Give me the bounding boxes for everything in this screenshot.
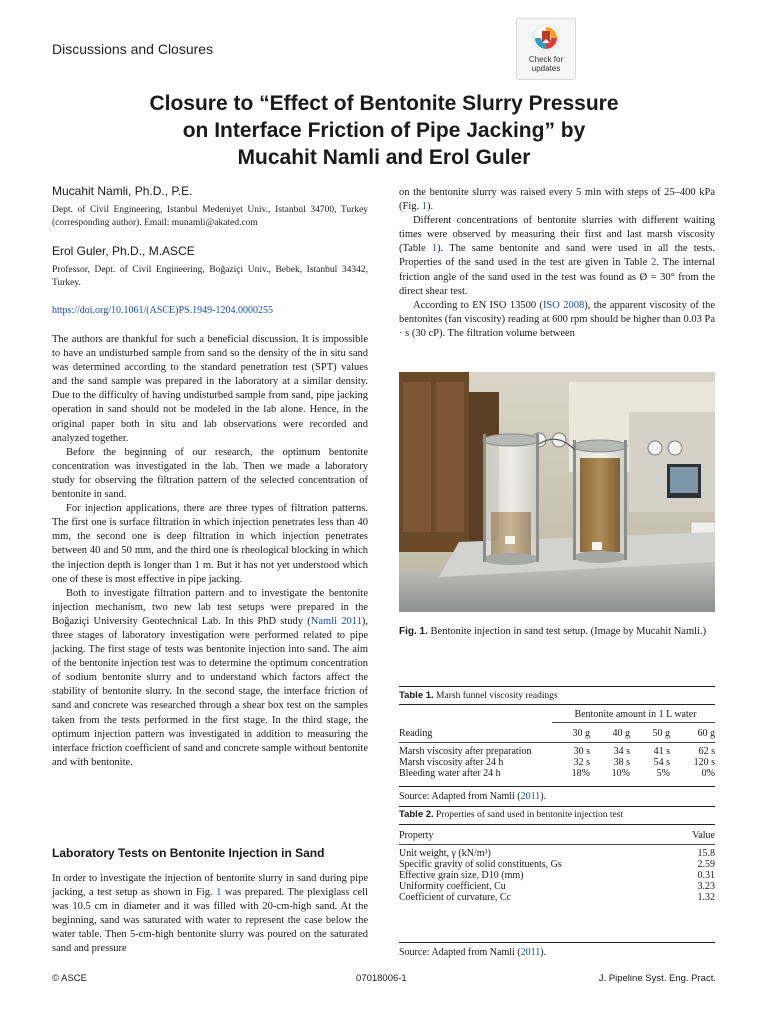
figure-1-photo (399, 372, 715, 612)
table-1-row-header: Reading (399, 728, 433, 740)
citation-link[interactable]: Namli 2011 (310, 615, 362, 627)
left-column (52, 184, 368, 770)
table-link[interactable]: 1 (431, 243, 438, 255)
table-cell: Unit weight, γ (kN/m³) (399, 847, 491, 859)
table-1-col-header: 40 g (612, 728, 630, 740)
table-cell: Uniformity coefficient, Cu (399, 880, 506, 892)
table-cell: Marsh viscosity after 24 h (399, 756, 504, 768)
title-line3: Mucahit Namli and Erol Guler (237, 146, 531, 169)
table-1-label: Table 1. (399, 690, 434, 701)
table-row (399, 892, 715, 903)
table-1-bottom-rule (399, 786, 715, 787)
table-cell: 38 s (613, 756, 630, 768)
section-heading: Laboratory Tests on Bentonite Injection in Sand (52, 846, 325, 860)
check-for-updates-icon (531, 23, 561, 53)
table-2-grid (399, 828, 715, 903)
figure-link[interactable]: 1 (421, 201, 428, 213)
citation-link[interactable]: 2011 (520, 947, 541, 958)
table-1-group-rule (552, 722, 715, 723)
table-1-col-header: 50 g (652, 728, 670, 740)
body-paragraph: In order to investigate the injection of bentonite slurry in sand during pipe jacking, a test setup as shown in Fig. 1 was prepared. The plexiglass cell was 10.5 cm in diameter and it was filled with 20-cm-high sand. At the beginning, sand was saturated with water to represent the case below the water table. Then 5-cm-high bentonite slurry was poured on the saturated sand and pressure (52, 873, 368, 955)
table-2-caption (399, 809, 715, 820)
section-label: Discussions and Closures (52, 41, 214, 57)
table-2-caption-text: Properties of sand used in bentonite injection test (436, 810, 624, 820)
table-row (399, 848, 715, 859)
body-paragraph: The authors are thankful for such a beneficial discussion. It is impossible to have an undisturbed sample from sand so the density of the in situ sand was determined according to the standard penetration test (SPT) values and the sand sample was prepared in the laboratory at a similar density. Due to the difficulty of having undisturbed sample from sand, pipe jacking operation in sand should not be modeled in the lab alone. Hence, in the original paper both in situ and lab observations were recorded and analyzed together. (52, 334, 368, 444)
table-2-rule (399, 824, 715, 825)
table-cell: 41 s (653, 745, 670, 757)
body-paragraph: According to EN ISO 13500 (ISO 2008), the apparent viscosity of the bentonites (fan viscosity) reading at 600 rpm should be higher than 0.03 Pa · s (30 cP). The filtration volume between (399, 299, 715, 339)
check-for-updates-badge[interactable] (516, 18, 576, 80)
left-column-bottom (52, 872, 368, 957)
figure-link[interactable]: 1 (216, 887, 222, 899)
citation-link[interactable]: 2011 (520, 791, 541, 802)
table-row (399, 746, 715, 757)
table-link[interactable]: 2 (651, 257, 657, 269)
footer-journal: J. Pipeline Syst. Eng. Pract. (598, 973, 716, 984)
author-affiliation: Professor, Dept. of Civil Engineering, Boğaziçi Univ., Bebek, Istanbul 34342, Turkey. (52, 265, 368, 288)
table-row (399, 859, 715, 870)
table-cell: Coefficient of curvature, Cc (399, 891, 511, 903)
table-1-group-header: Bentonite amount in 1 L water (574, 709, 697, 720)
body-paragraph: Different concentrations of bentonite slurries with different waiting times were observed by measuring their first and last marsh viscosity (Table 1). The same bentonite and sand were used in all the tests. Properties of the sand used in the test are given in Table 2. The internal friction angle of the sand used in the test was found as Ø = 30° from the direct shear test. (399, 215, 715, 297)
table-cell: 10% (611, 767, 630, 779)
table-2 (399, 828, 715, 903)
body-paragraph: on the bentonite slurry was raised every 5 min with steps of 25–400 kPa (Fig. 1). (399, 187, 715, 213)
table-1-caption-text: Marsh funnel viscosity readings (436, 691, 558, 701)
table-2-top-rule (399, 806, 715, 807)
table-row (399, 881, 715, 892)
table-cell: Effective grain size, D10 (mm) (399, 869, 524, 881)
table-cell: 3.23 (697, 880, 715, 892)
table-cell: 54 s (653, 756, 670, 768)
doi-link[interactable]: https://doi.org/10.1061/(ASCE)PS.1949-1204.0000255 (52, 305, 273, 316)
table-row (399, 870, 715, 881)
table-cell: 2.59 (697, 858, 715, 870)
figure-caption (399, 625, 715, 639)
table-cell: 5% (656, 767, 670, 779)
table-cell: 120 s (693, 756, 715, 768)
figure-label: Fig. 1. (399, 626, 428, 637)
table-cell: Specific gravity of solid constituents, Gs (399, 858, 562, 870)
table-cell: 32 s (573, 756, 590, 768)
body-paragraph: For injection applications, there are three types of filtration patterns. The first one is surface filtration in which injection penetrates less than 40 mm, the second one is deep filtration in which injection penetrates between 40 and 50 mm, and the third one is rheological blocking in which the injection depth is longer than 1 m. But it has not yet understood which one of these is most effective in pipe jacking. (52, 503, 368, 585)
table-cell: 34 s (613, 745, 630, 757)
table-1-col-header: 30 g (572, 728, 590, 740)
body-paragraph: Before the beginning of our research, the optimum bentonite concentration was investigated in the lab. Then we made a laboratory study for observing the filtration pattern of the selected concentration of bentonite in sand. (52, 446, 368, 501)
table-cell: Marsh viscosity after preparation (399, 745, 532, 757)
table-cell: 0% (701, 767, 715, 779)
table-row (399, 768, 715, 779)
table-1-top-rule (399, 686, 715, 687)
table-cell: 0.31 (697, 869, 715, 881)
body-paragraph: Both to investigate filtration pattern and to investigate the bentonite injection mechanism, two new lab test setups were prepared in the Boğaziçi University Geotechnical Lab. In this PhD study (Namli 2011), three stages of laboratory investigation were performed related to pipe jacking. The first stage of tests was bentonite injection into sand. The aim of the bentonite injection test was to determine the optimum concentration of sodium bentonite slurry and to understand which factors affect the stability of bentonite slurry. In the second stage, the interface friction of sand and concrete was researched through a shear box test on the samples taken from the tests performed in the first stage. In the third stage, the optimum injection pattern was investigated in addition to measuring the interface friction coefficient of sand and concrete sample without bentonite and with bentonite. (52, 587, 369, 768)
citation-link[interactable]: ISO 2008 (542, 299, 585, 311)
table-row (399, 757, 715, 768)
table-1-grid (399, 726, 715, 779)
table-2-source: Source: Adapted from Namli (2011). (399, 947, 547, 958)
table-1-col-header: 60 g (697, 728, 715, 740)
table-cell: Bleeding water after 24 h (399, 767, 501, 779)
table-cell: 30 s (573, 745, 590, 757)
table-2-col-header: Value (692, 830, 715, 842)
figure-caption-text: Bentonite injection in sand test setup. (Image by Mucahit Namli.) (430, 626, 707, 637)
right-column (399, 186, 715, 341)
badge-line1: Check for (528, 55, 564, 64)
table-2-label: Table 2. (399, 809, 434, 820)
footer-article-id: 07018006-1 (356, 973, 407, 984)
table-1 (399, 726, 715, 779)
lab-setup-illustration (399, 372, 715, 612)
author-affiliation: Dept. of Civil Engineering, Istanbul Medeniyet Univ., Istanbul 34700, Turkey (corresponding author). Email: munamli@akated.com (52, 205, 368, 228)
table-cell: 15.8 (697, 847, 715, 859)
table-1-caption (399, 690, 715, 701)
table-cell: 1.32 (697, 891, 715, 903)
table-2-col-header: Property (399, 830, 434, 842)
author-name: Mucahit Namli, Ph.D., P.E. (52, 184, 193, 198)
table-cell: 18% (571, 767, 590, 779)
table-2-bottom-rule (399, 942, 715, 943)
author-name: Erol Guler, Ph.D., M.ASCE (52, 244, 195, 258)
footer-copyright: © ASCE (52, 973, 87, 984)
title-line1: Closure to “Effect of Bentonite Slurry Pressure (149, 92, 619, 115)
badge-line2: updates (531, 64, 561, 73)
table-1-source: Source: Adapted from Namli (2011). (399, 791, 547, 802)
table-cell: 62 s (698, 745, 715, 757)
paper-title (60, 90, 708, 171)
title-line2: on Interface Friction of Pipe Jacking” by (182, 119, 586, 142)
table-1-rule (399, 704, 715, 705)
